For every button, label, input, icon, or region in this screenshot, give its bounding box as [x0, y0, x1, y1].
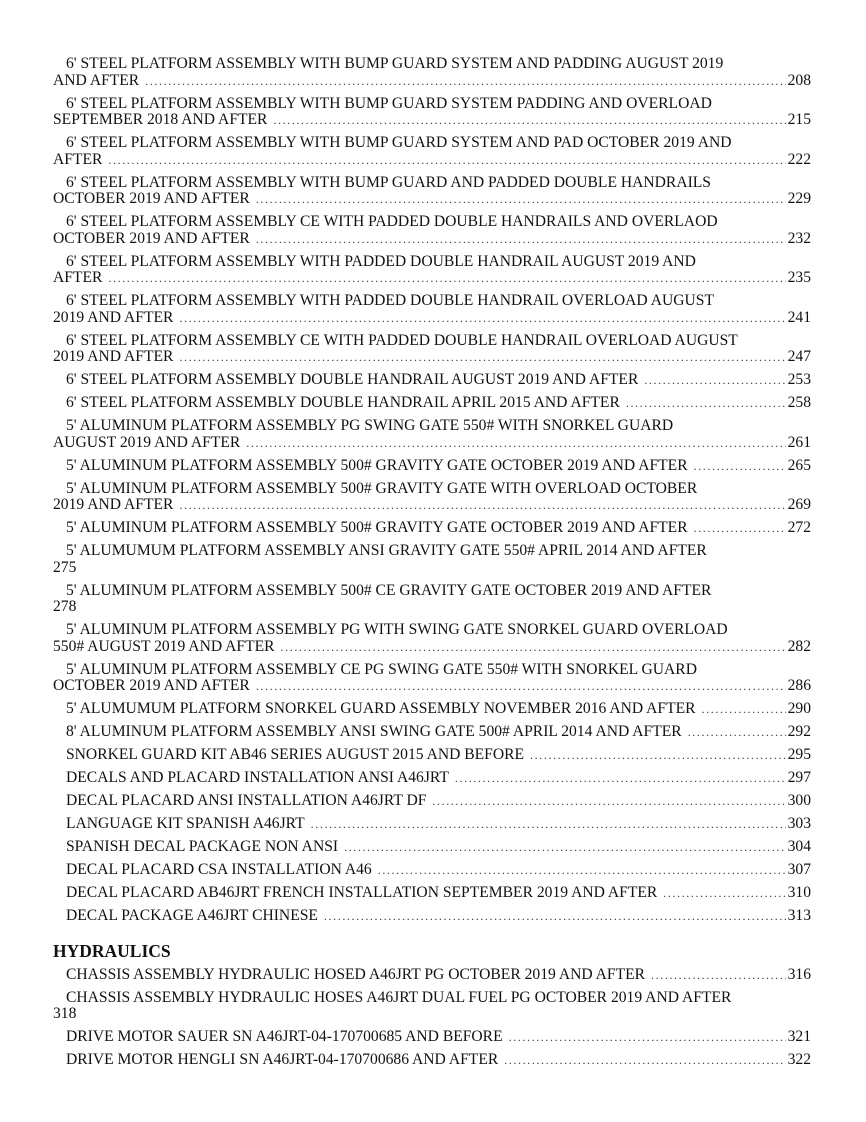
toc-entry-title: 5' ALUMUMUM PLATFORM SNORKEL GUARD ASSEMBLY NOVEMBER 2016 AND AFTER: [66, 700, 696, 717]
toc-entry-page: 304: [787, 838, 811, 855]
toc-entry[interactable]: [53, 990, 811, 1023]
toc-entry-page: 303: [787, 815, 811, 832]
toc-entry[interactable]: [53, 1052, 811, 1069]
toc-entry[interactable]: [53, 967, 811, 984]
toc-entry[interactable]: [53, 175, 811, 208]
dot-leader: [108, 152, 785, 169]
dot-leader: [344, 839, 786, 856]
toc-entry-title-line1: 5' ALUMINUM PLATFORM ASSEMBLY 500# GRAVITY GATE WITH OVERLOAD OCTOBER: [66, 479, 698, 497]
toc-entry-title: DECALS AND PLACARD INSTALLATION ANSI A46JRT: [66, 769, 449, 786]
toc-entry-title-line1: 6' STEEL PLATFORM ASSEMBLY WITH BUMP GUARD SYSTEM AND PADDING AUGUST 2019: [66, 55, 724, 72]
toc-entry-title-continuation: 2019 AND AFTER: [53, 496, 174, 513]
toc-entry-page: 272: [787, 519, 811, 536]
toc-entry-title-line2: [53, 310, 811, 327]
toc-entry[interactable]: [53, 214, 811, 247]
toc-entry[interactable]: [53, 372, 811, 389]
toc-entry[interactable]: [53, 724, 811, 741]
toc-entry-title-line1: 6' STEEL PLATFORM ASSEMBLY CE WITH PADDED DOUBLE HANDRAILS AND OVERLAOD: [66, 213, 718, 230]
toc-entry-page: 232: [787, 229, 811, 247]
toc-entry[interactable]: [53, 395, 811, 412]
toc-entry-title: DECAL PLACARD CSA INSTALLATION A46: [66, 861, 372, 878]
toc-entry-page: 282: [787, 637, 811, 655]
toc-list-platforms-decals: [53, 56, 811, 925]
toc-entry[interactable]: [53, 662, 811, 695]
toc-entry-page: 316: [787, 965, 811, 983]
toc-entry-page: 265: [787, 456, 811, 474]
toc-entry[interactable]: [53, 96, 811, 129]
toc-entry-title-continuation: AUGUST 2019 AND AFTER: [53, 433, 241, 451]
dot-leader: [455, 770, 786, 787]
toc-entry-title-line1: 5' ALUMINUM PLATFORM ASSEMBLY 500# CE GRAVITY GATE OCTOBER 2019 AND AFTER: [66, 581, 712, 599]
dot-leader: [179, 310, 785, 327]
toc-entry-title-line1: 6' STEEL PLATFORM ASSEMBLY WITH BUMP GUARD SYSTEM AND PAD OCTOBER 2019 AND: [66, 134, 732, 151]
dot-leader: [179, 497, 785, 514]
toc-entry-title-continuation: 550# AUGUST 2019 AND AFTER: [53, 637, 275, 655]
toc-entry[interactable]: [53, 293, 811, 326]
toc-entry-title-continuation: OCTOBER 2019 AND AFTER: [53, 190, 250, 207]
toc-entry-page: 286: [787, 677, 811, 694]
toc-entry-page: 235: [787, 269, 811, 286]
toc-entry-title-line2: [53, 112, 811, 129]
toc-entry[interactable]: [53, 135, 811, 168]
toc-entry-title-line1: CHASSIS ASSEMBLY HYDRAULIC HOSES A46JRT DUAL FUEL PG OCTOBER 2019 AND AFTER: [66, 988, 732, 1006]
toc-entry-page: 322: [787, 1051, 811, 1068]
toc-entry-title-continuation: AND AFTER: [53, 71, 140, 89]
toc-entry-page: 215: [787, 111, 811, 128]
toc-entry-title-line2: [53, 1006, 811, 1023]
toc-entry-page: 297: [787, 769, 811, 786]
toc-entry-title-line1: 5' ALUMINUM PLATFORM ASSEMBLY PG WITH SWING GATE SNORKEL GUARD OVERLOAD: [66, 621, 728, 638]
toc-entry[interactable]: [53, 908, 811, 925]
dot-leader: [246, 435, 785, 452]
toc-entry-title: DECAL PACKAGE A46JRT CHINESE: [66, 907, 318, 924]
toc-entry-title-line2: [53, 560, 811, 577]
toc-entry[interactable]: [53, 481, 811, 514]
toc-entry[interactable]: [53, 862, 811, 879]
toc-entry-page: 241: [787, 308, 811, 326]
toc-entry[interactable]: [53, 520, 811, 537]
toc-entry[interactable]: [53, 1029, 811, 1046]
toc-entry[interactable]: [53, 701, 811, 718]
toc-entry[interactable]: [53, 622, 811, 655]
toc-entry-title: 6' STEEL PLATFORM ASSEMBLY DOUBLE HANDRAIL APRIL 2015 AND AFTER: [66, 394, 620, 411]
toc-entry-title-line1: 6' STEEL PLATFORM ASSEMBLY WITH BUMP GUARD SYSTEM PADDING AND OVERLOAD: [66, 94, 712, 112]
dot-leader: [324, 908, 786, 925]
dot-leader: [378, 862, 786, 879]
toc-entry[interactable]: [53, 816, 811, 833]
dot-leader: [663, 885, 785, 902]
toc-entry-page: 290: [787, 700, 811, 717]
toc-entry-title-line1: 5' ALUMINUM PLATFORM ASSEMBLY CE PG SWING GATE 550# WITH SNORKEL GUARD: [66, 660, 697, 678]
toc-entry-title-line2: [53, 152, 811, 169]
toc-entry[interactable]: [53, 885, 811, 902]
toc-entry-page: 321: [787, 1028, 811, 1045]
toc-entry-title-line2: [53, 191, 811, 208]
dot-leader: [530, 747, 786, 764]
toc-entry-title: 8' ALUMINUM PLATFORM ASSEMBLY ANSI SWING GATE 500# APRIL 2014 AND AFTER: [66, 723, 682, 740]
toc-entry-title-continuation: AFTER: [53, 269, 103, 286]
toc-entry-title: 5' ALUMINUM PLATFORM ASSEMBLY 500# GRAVITY GATE OCTOBER 2019 AND AFTER: [66, 456, 688, 474]
toc-entry-page: 261: [787, 433, 811, 451]
toc-entry-title: DRIVE MOTOR SAUER SN A46JRT-04-170700685 AND BEFORE: [66, 1028, 503, 1045]
toc-entry-page: 292: [787, 723, 811, 740]
dot-leader: [256, 191, 786, 208]
toc-entry-page: 275: [53, 558, 77, 576]
toc-entry[interactable]: [53, 583, 811, 616]
toc-entry-title-continuation: SEPTEMBER 2018 AND AFTER: [53, 111, 268, 128]
toc-entry-title-continuation: OCTOBER 2019 AND AFTER: [53, 677, 250, 694]
toc-entry-title: SPANISH DECAL PACKAGE NON ANSI: [66, 838, 339, 855]
dot-leader: [702, 701, 786, 718]
toc-entry-title-line1: 5' ALUMUMUM PLATFORM ASSEMBLY ANSI GRAVITY GATE 550# APRIL 2014 AND AFTER: [66, 542, 707, 559]
toc-entry[interactable]: [53, 418, 811, 451]
dot-leader: [644, 372, 785, 389]
toc-entry-title-line2: [53, 73, 811, 90]
toc-entry-title-line2: [53, 231, 811, 248]
dot-leader: [311, 816, 786, 833]
toc-entry-page: 313: [787, 907, 811, 924]
toc-entry-title-line2: [53, 349, 811, 366]
toc-entry-page: 278: [53, 598, 77, 615]
toc-entry-page: 318: [53, 1005, 77, 1022]
toc-entry-page: 300: [787, 792, 811, 809]
toc-entry-page: 295: [787, 746, 811, 763]
toc-entry-title-line1: 6' STEEL PLATFORM ASSEMBLY WITH BUMP GUARD AND PADDED DOUBLE HANDRAILS: [66, 173, 711, 191]
dot-leader: [504, 1052, 785, 1069]
toc-entry-title: 5' ALUMINUM PLATFORM ASSEMBLY 500# GRAVITY GATE OCTOBER 2019 AND AFTER: [66, 519, 688, 536]
dot-leader: [145, 73, 785, 90]
toc-entry[interactable]: [53, 458, 811, 475]
toc-entry-title: DECAL PLACARD AB46JRT FRENCH INSTALLATION SEPTEMBER 2019 AND AFTER: [66, 884, 658, 901]
toc-entry-title: DECAL PLACARD ANSI INSTALLATION A46JRT DF: [66, 792, 427, 809]
toc-entry-title: SNORKEL GUARD KIT AB46 SERIES AUGUST 2015 AND BEFORE: [66, 746, 525, 763]
dot-leader: [179, 349, 785, 366]
toc-entry-page: 229: [787, 190, 811, 207]
toc-entry[interactable]: [53, 770, 811, 787]
toc-entry-title-line2: [53, 435, 811, 452]
toc-entry-title-line2: [53, 678, 811, 695]
dot-leader: [256, 231, 786, 248]
toc-entry-title-continuation: OCTOBER 2019 AND AFTER: [53, 229, 250, 247]
dot-leader: [281, 639, 786, 656]
toc-entry-title-line1: 5' ALUMINUM PLATFORM ASSEMBLY PG SWING GATE 550# WITH SNORKEL GUARD: [66, 417, 674, 434]
toc-list-hydraulics: [53, 967, 811, 1069]
dot-leader: [273, 112, 785, 129]
section-heading-hydraulics[interactable]: HYDRAULICS: [53, 940, 171, 961]
dot-leader: [694, 520, 786, 537]
toc-entry-title: CHASSIS ASSEMBLY HYDRAULIC HOSED A46JRT PG OCTOBER 2019 AND AFTER: [66, 965, 646, 983]
dot-leader: [694, 458, 786, 475]
toc-entry-page: 307: [787, 861, 811, 878]
toc-entry-title-continuation: AFTER: [53, 150, 103, 168]
toc-entry[interactable]: [53, 793, 811, 810]
toc-entry-title-line2: [53, 639, 811, 656]
toc-entry-page: 269: [787, 496, 811, 513]
toc-entry-title-continuation: 2019 AND AFTER: [53, 348, 174, 365]
toc-entry-title-line1: 6' STEEL PLATFORM ASSEMBLY CE WITH PADDED DOUBLE HANDRAIL OVERLOAD AUGUST: [66, 331, 738, 349]
toc-entry[interactable]: [53, 333, 811, 366]
table-of-contents: [53, 56, 811, 1075]
toc-entry-title-line1: 6' STEEL PLATFORM ASSEMBLY WITH PADDED DOUBLE HANDRAIL OVERLOAD AUGUST: [66, 292, 714, 309]
dot-leader: [651, 967, 786, 984]
toc-entry[interactable]: [53, 839, 811, 856]
toc-entry-page: 258: [787, 394, 811, 411]
toc-entry[interactable]: [53, 56, 811, 89]
toc-entry-page: 222: [787, 150, 811, 168]
toc-entry-title-line2: [53, 599, 811, 616]
toc-entry-title-continuation: 2019 AND AFTER: [53, 308, 174, 326]
toc-entry-page: 253: [787, 371, 811, 388]
dot-leader: [626, 395, 786, 412]
dot-leader: [509, 1029, 786, 1046]
toc-entry-title: 6' STEEL PLATFORM ASSEMBLY DOUBLE HANDRAIL AUGUST 2019 AND AFTER: [66, 371, 639, 388]
toc-entry-page: 310: [787, 884, 811, 901]
toc-entry-title: LANGUAGE KIT SPANISH A46JRT: [66, 815, 305, 832]
dot-leader: [256, 678, 786, 695]
toc-entry-title-line2: [53, 270, 811, 287]
toc-entry-page: 247: [787, 348, 811, 365]
toc-entry[interactable]: [53, 254, 811, 287]
toc-entry-title-line1: 6' STEEL PLATFORM ASSEMBLY WITH PADDED DOUBLE HANDRAIL AUGUST 2019 AND: [66, 252, 696, 270]
toc-entry-page: 208: [787, 71, 811, 89]
dot-leader: [432, 793, 785, 810]
dot-leader: [108, 270, 785, 287]
toc-entry[interactable]: [53, 747, 811, 764]
toc-entry-title: DRIVE MOTOR HENGLI SN A46JRT-04-170700686 AND AFTER: [66, 1051, 499, 1068]
toc-entry-title-line2: [53, 497, 811, 514]
dot-leader: [688, 724, 786, 741]
toc-entry[interactable]: [53, 543, 811, 576]
